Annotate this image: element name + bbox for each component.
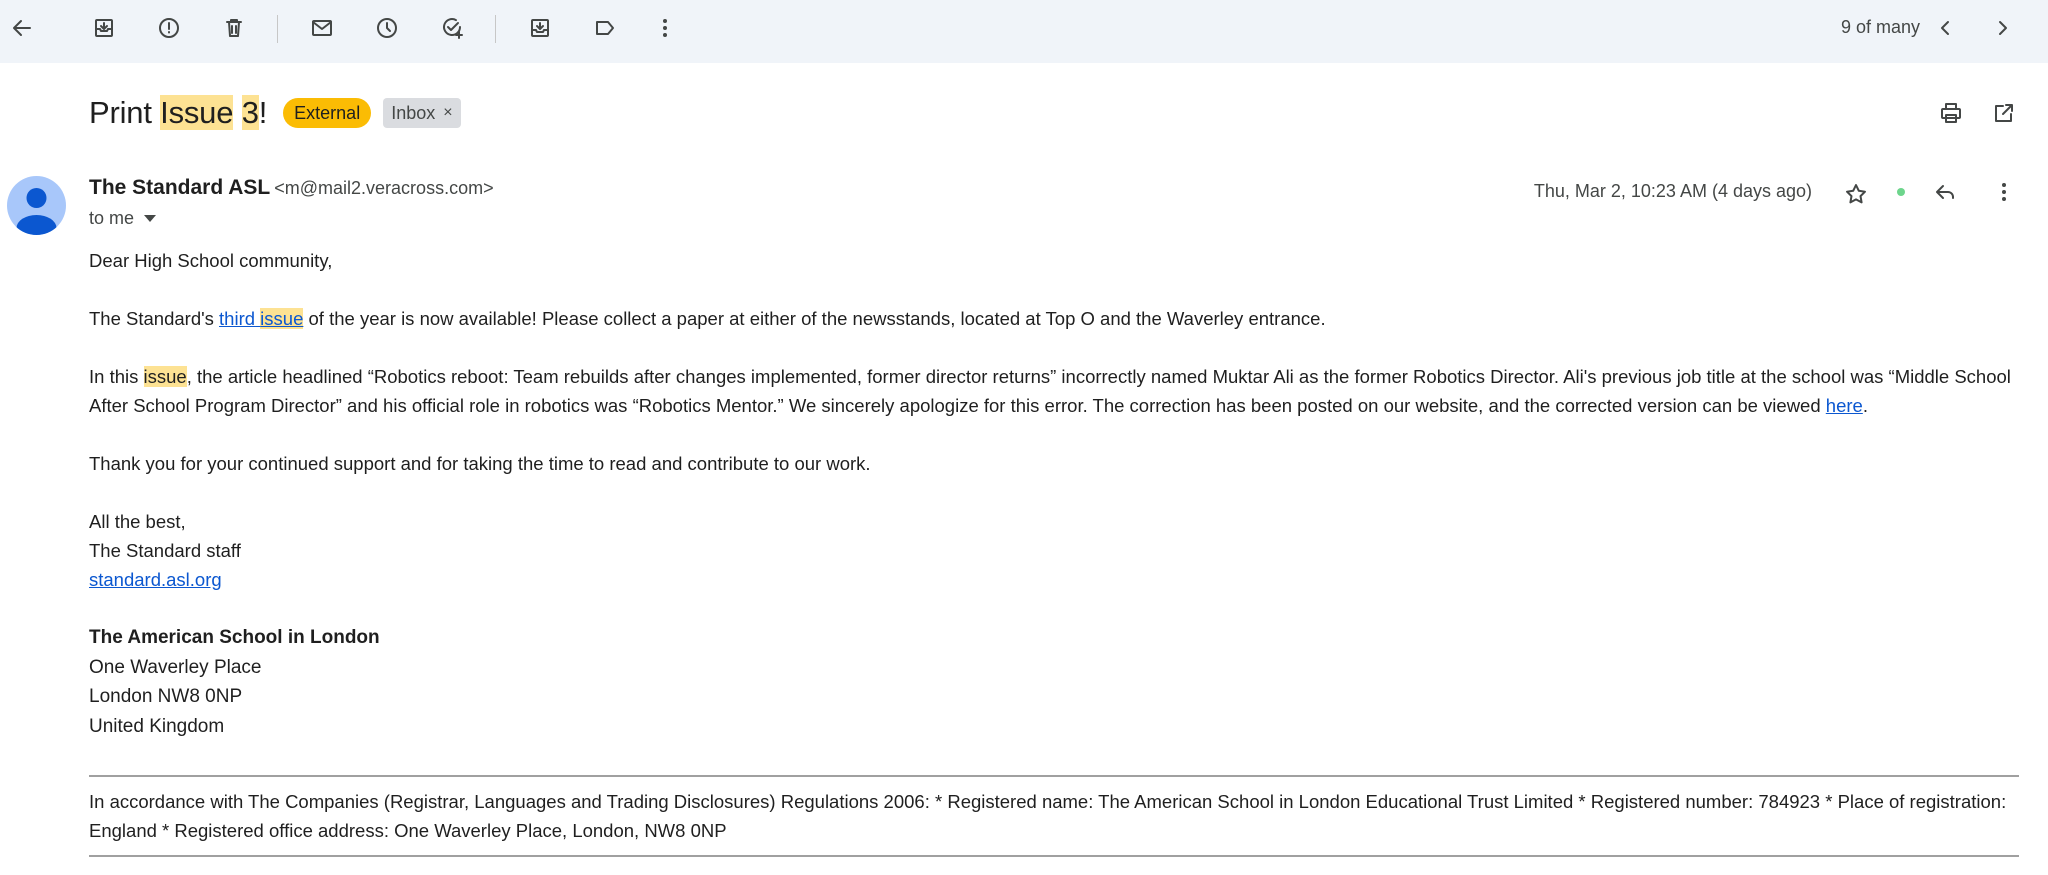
- mark-unread-icon: [310, 16, 334, 40]
- report-spam-button[interactable]: [149, 8, 189, 48]
- move-to-icon: [528, 16, 552, 40]
- label-button[interactable]: [585, 8, 625, 48]
- delete-button[interactable]: [214, 8, 254, 48]
- star-icon: [1844, 182, 1868, 206]
- sender-info: [89, 176, 494, 200]
- body-text: , the article headlined “Robotics reboot: Team rebuilds after changes implemented, former director returns” incorrectly named Muktar Ali as the former Robotics Director. Ali's previous job title at the school was “Middle School After School Program Director” and his official role in robotics was “Robotics Mentor.” We sincerely apologize for this error. The correction has been posted on our website, and the corrected version can be viewed: [89, 366, 2011, 416]
- show-details-caret-icon[interactable]: [144, 215, 156, 222]
- subject-row: [89, 93, 461, 133]
- message-body: [89, 246, 2019, 741]
- archive-icon: [92, 16, 116, 40]
- toolbar-divider: [495, 15, 496, 43]
- sender-email: <m@mail2.veracross.com>: [274, 178, 494, 198]
- divider: [89, 775, 2019, 777]
- archive-button[interactable]: [84, 8, 124, 48]
- back-button[interactable]: [2, 8, 42, 48]
- older-button[interactable]: [1983, 8, 2023, 48]
- message-more-button[interactable]: [1984, 172, 2024, 212]
- subject-text: [233, 95, 241, 130]
- reply-button[interactable]: [1925, 172, 1965, 212]
- subject-text: !: [258, 95, 268, 130]
- toolbar-divider: [277, 15, 278, 43]
- address-block: [89, 623, 2019, 741]
- link-text: third: [219, 308, 256, 329]
- body-text: of the year is now available! Please collect a paper at either of the newsstands, located at Top O and the Waverley entrance.: [303, 308, 1326, 329]
- signature-name: The Standard staff: [89, 540, 241, 561]
- more-vert-icon: [653, 16, 677, 40]
- more-options-button[interactable]: [645, 8, 685, 48]
- paragraph: [89, 304, 2019, 333]
- third-issue-link[interactable]: [219, 308, 303, 329]
- address-line: One Waverley Place: [89, 656, 262, 678]
- recipients: [89, 208, 156, 229]
- body-text: The Standard's: [89, 308, 220, 329]
- reply-icon: [1933, 180, 1957, 204]
- search-highlight: issue: [143, 366, 187, 387]
- remove-label-icon[interactable]: ×: [443, 104, 453, 121]
- address-line: London NW8 0NP: [89, 686, 243, 707]
- inbox-label-text: Inbox: [391, 103, 436, 123]
- chevron-right-icon: [1991, 16, 2015, 40]
- email-subject: [89, 95, 267, 131]
- sign-off: All the best,: [89, 511, 186, 532]
- report-spam-icon: [157, 16, 181, 40]
- divider: [89, 855, 2019, 857]
- paragraph: Thank you for your continued support and for taking the time to read and contribute to our work.: [89, 453, 871, 474]
- subject-highlight: Issue: [160, 95, 234, 130]
- message-date: Thu, Mar 2, 10:23 AM (4 days ago): [1533, 181, 1812, 201]
- subject-text: Print: [89, 95, 161, 130]
- back-arrow-icon: [10, 16, 34, 40]
- avatar[interactable]: [7, 176, 66, 235]
- website-link[interactable]: standard.asl.org: [89, 569, 222, 590]
- here-link[interactable]: here: [1825, 395, 1863, 416]
- online-status-dot: [1897, 188, 1905, 196]
- newer-button[interactable]: [1925, 8, 1965, 48]
- open-new-window-button[interactable]: [1984, 93, 2024, 133]
- move-to-button[interactable]: [520, 8, 560, 48]
- more-vert-icon: [1992, 180, 2016, 204]
- toolbar: [0, 0, 2048, 63]
- greeting: Dear High School community,: [89, 250, 333, 271]
- signature-link-row: [89, 565, 2019, 594]
- star-button[interactable]: [1836, 174, 1876, 214]
- subject-highlight: 3: [241, 95, 259, 130]
- add-task-icon: [440, 16, 464, 40]
- address-line: United Kingdom: [89, 715, 225, 737]
- add-task-button[interactable]: [432, 8, 472, 48]
- snooze-icon: [375, 16, 399, 40]
- open-in-new-icon: [1992, 101, 2016, 125]
- recipients-text: to me: [89, 208, 135, 228]
- print-all-button[interactable]: [1931, 93, 1971, 133]
- delete-icon: [222, 16, 246, 40]
- legal-footer: In accordance with The Companies (Registrar, Languages and Trading Disclosures) Regulations 2006: * Registered name: The American School in London Educational Trust Limited * Registered number: 784923 * Place of registration: England * Registered office address: One Waverley Place, London, NW8 0NP: [89, 791, 2007, 841]
- snooze-button[interactable]: [367, 8, 407, 48]
- pager-count: 9 of many: [1840, 17, 1920, 37]
- body-text: .: [1862, 395, 1868, 416]
- chevron-left-icon: [1933, 16, 1957, 40]
- sender-name[interactable]: The Standard ASL: [89, 176, 271, 199]
- mark-unread-button[interactable]: [302, 8, 342, 48]
- external-badge: External: [283, 98, 371, 128]
- body-text: In this: [89, 366, 144, 387]
- person-icon: [7, 176, 66, 235]
- paragraph: [89, 362, 2019, 420]
- print-icon: [1939, 101, 1963, 125]
- label-icon: [593, 16, 617, 40]
- inbox-label[interactable]: [383, 98, 460, 128]
- link-highlight: issue: [260, 308, 304, 329]
- school-name: The American School in London: [89, 627, 380, 648]
